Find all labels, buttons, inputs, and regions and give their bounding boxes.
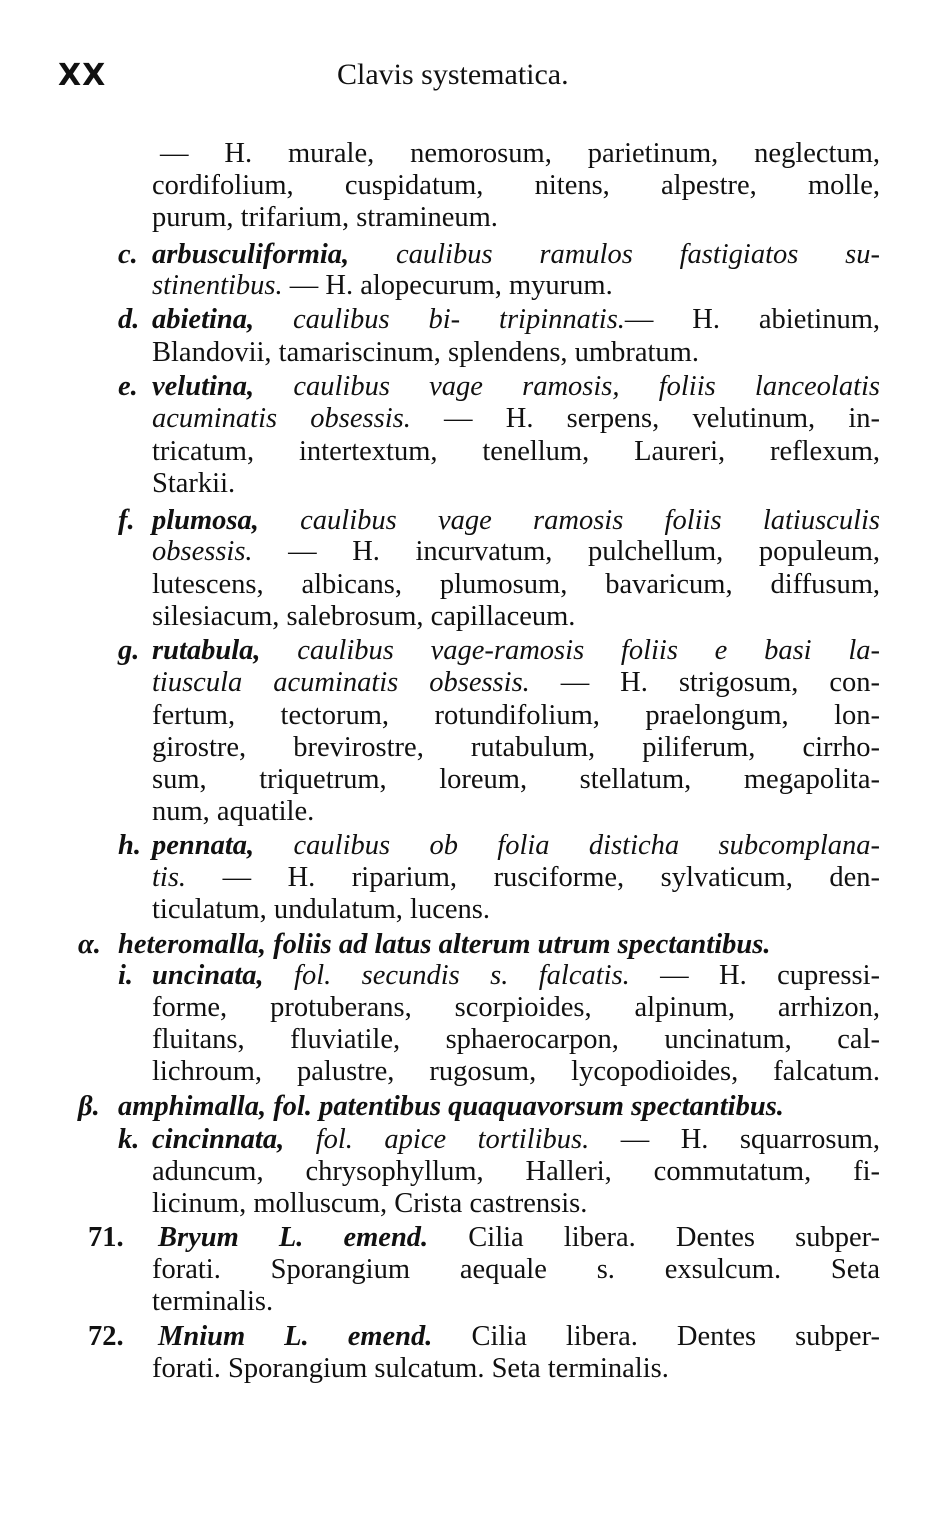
text-line <box>0 796 930 828</box>
section-description: caulibus vage-ramosis foliis e basi la- <box>260 635 880 666</box>
text-line <box>0 468 930 500</box>
line-text <box>152 1188 587 1220</box>
line-text <box>152 1286 273 1318</box>
section-name: arbusculiformia, <box>152 239 350 270</box>
line-text <box>152 569 880 601</box>
section-marker: e. <box>118 371 138 402</box>
line-content: Blandovii, tamariscinum, splendens, umbratum. <box>152 337 699 368</box>
section-marker: d. <box>118 304 140 335</box>
text-line <box>0 1024 930 1056</box>
text-line <box>0 894 930 926</box>
line-content: sum, triquetrum, loreum, stellatum, megapolita- <box>152 764 880 795</box>
section-description: tiuscula acuminatis obsessis. <box>152 667 530 698</box>
section-description: fol. secundis s. falcatis. <box>263 960 630 991</box>
genus-description: Cilia libera. Dentes subper- <box>428 1222 880 1253</box>
line-text <box>118 929 770 961</box>
text-line <box>0 202 930 234</box>
group-marker: β. <box>78 1091 100 1122</box>
text-line <box>0 1056 930 1088</box>
line-text <box>152 960 880 992</box>
text-line <box>0 536 930 568</box>
genus-abbrev: H. <box>224 138 253 169</box>
species-list: — H. incurvatum, pulchellum, populeum, <box>252 536 880 567</box>
line-text <box>152 1124 880 1156</box>
line-text <box>152 732 880 764</box>
line-text <box>152 992 880 1024</box>
line-text <box>152 1056 880 1088</box>
line-content: forati. Sporangium aequale s. exsulcum. Seta <box>152 1254 880 1285</box>
section-marker: i. <box>118 960 134 991</box>
line-content: lutescens, albicans, plumosum, bavaricum, diffusum, <box>152 569 880 600</box>
section-name: abietina, <box>152 304 255 335</box>
line-text <box>152 202 498 234</box>
genus-number: 72. <box>88 1321 124 1352</box>
text-line <box>0 1188 930 1220</box>
text-line <box>0 170 930 202</box>
section-name: cincinnata, <box>152 1124 285 1155</box>
text-line <box>0 1353 930 1385</box>
section-description: acuminatis obsessis. <box>152 403 411 434</box>
text-line <box>0 1091 930 1123</box>
text-line <box>0 1156 930 1188</box>
line-text <box>152 1156 880 1188</box>
line-text <box>152 667 880 699</box>
text-line <box>0 1124 930 1156</box>
line-text <box>152 239 880 271</box>
line-content: lichroum, palustre, rugosum, lycopodioides, falcatum. <box>152 1056 880 1087</box>
text-line <box>0 1321 930 1353</box>
species-list: — H. alopecurum, myurum. <box>282 270 613 301</box>
text-line <box>0 635 930 667</box>
line-text <box>152 764 880 796</box>
text-line <box>0 929 930 961</box>
section-description: tis. <box>152 862 187 893</box>
group-marker: α. <box>78 929 101 960</box>
text-line <box>0 1254 930 1286</box>
section-name: pennata, <box>152 830 255 861</box>
line-text <box>152 436 880 468</box>
line-text <box>152 371 880 403</box>
line-text <box>152 862 880 894</box>
genus-description: Cilia libera. Dentes subper- <box>432 1321 880 1352</box>
line-text <box>152 796 314 828</box>
line-text <box>160 138 880 170</box>
section-description: caulibus vage ramosis foliis latiusculis <box>258 505 880 536</box>
line-text <box>118 1091 784 1123</box>
group-heading: amphimalla, fol. patentibus quaquavorsum spectantibus. <box>118 1091 784 1122</box>
line-text <box>152 700 880 732</box>
section-marker: k. <box>118 1124 140 1155</box>
section-marker: c. <box>118 239 138 270</box>
line-content: forme, protuberans, scorpioides, alpinum, arrhizon, <box>152 992 880 1023</box>
text-line <box>0 862 930 894</box>
line-text <box>152 601 575 633</box>
section-description: fol. apice tortilibus. <box>284 1124 590 1155</box>
group-heading: heteromalla, foliis ad latus alterum utrum spectantibus. <box>118 929 771 960</box>
line-text <box>152 468 235 500</box>
line-text <box>152 536 880 568</box>
species-list: — H. riparium, rusciforme, sylvaticum, den- <box>186 862 880 893</box>
text-line <box>0 960 930 992</box>
text-line <box>0 270 930 302</box>
line-content: purum, trifarium, stramineum. <box>152 202 498 233</box>
text-line <box>0 1222 930 1254</box>
line-text <box>158 1321 880 1353</box>
line-text <box>152 894 490 926</box>
section-description: caulibus ob folia disticha subcomplana- <box>254 830 880 861</box>
line-text <box>152 635 880 667</box>
line-content: Starkii. <box>152 468 236 499</box>
species-list: — H. abietinum, <box>624 304 880 335</box>
line-content: fluitans, fluviatile, sphaerocarpon, uncinatum, cal- <box>152 1024 880 1055</box>
text-line <box>0 732 930 764</box>
line-text <box>152 170 880 202</box>
section-description: stinentibus. <box>152 270 283 301</box>
text-line <box>0 138 930 170</box>
section-marker: h. <box>118 830 141 861</box>
line-content: cordifolium, cuspidatum, nitens, alpestre, molle, <box>152 170 880 201</box>
text-line <box>0 601 930 633</box>
text-line <box>0 764 930 796</box>
section-name: velutina, <box>152 371 255 402</box>
line-content: ticulatum, undulatum, lucens. <box>152 894 490 925</box>
line-content: silesiacum, salebrosum, capillaceum. <box>152 601 576 632</box>
text-line <box>0 1286 930 1318</box>
line-content: terminalis. <box>152 1286 274 1317</box>
page-number: XX <box>58 58 107 93</box>
species-list: — H. cupressi- <box>629 960 880 991</box>
line-text <box>152 1353 669 1385</box>
text-line <box>0 700 930 732</box>
text-line <box>0 992 930 1024</box>
section-name: uncinata, <box>152 960 264 991</box>
line-text <box>152 403 880 435</box>
section-description: caulibus vage ramosis, foliis lanceolatis <box>254 371 880 402</box>
line-content: tricatum, intertextum, tenellum, Laureri, reflexum, <box>152 436 880 467</box>
species-list: murale, nemorosum, parietinum, neglectum, <box>252 138 880 169</box>
line-text <box>158 1222 880 1254</box>
line-content: aduncum, chrysophyllum, Halleri, commutatum, fi- <box>152 1156 880 1187</box>
text-line <box>0 667 930 699</box>
section-description: obsessis. <box>152 536 253 567</box>
line-content: licinum, molluscum, Crista castrensis. <box>152 1188 588 1219</box>
section-marker: f. <box>118 505 135 536</box>
dash: — <box>160 138 225 169</box>
text-line <box>0 569 930 601</box>
line-text <box>152 270 613 302</box>
line-text <box>152 304 880 336</box>
text-line <box>0 239 930 271</box>
line-text <box>152 1024 880 1056</box>
section-description: caulibus bi- tripinnatis. <box>254 304 625 335</box>
section-name: plumosa, <box>152 505 259 536</box>
section-name: rutabula, <box>152 635 261 666</box>
text-line <box>0 371 930 403</box>
text-line <box>0 403 930 435</box>
line-text <box>152 830 880 862</box>
text-line <box>0 436 930 468</box>
text-line <box>0 304 930 336</box>
line-text <box>152 505 880 537</box>
line-content: forati. Sporangium sulcatum. Seta terminalis. <box>152 1353 669 1384</box>
genus-name: Bryum L. emend. <box>158 1222 429 1253</box>
section-marker: g. <box>118 635 140 666</box>
genus-name: Mnium L. emend. <box>158 1321 433 1352</box>
running-title: Clavis systematica. <box>337 58 569 91</box>
species-list: — H. squarrosum, <box>589 1124 880 1155</box>
text-line <box>0 337 930 369</box>
page-header <box>0 58 930 102</box>
genus-number: 71. <box>88 1222 124 1253</box>
line-content: num, aquatile. <box>152 796 315 827</box>
line-text <box>152 337 699 369</box>
line-content: fertum, tectorum, rotundifolium, praelongum, lon- <box>152 700 880 731</box>
line-content: girostre, brevirostre, rutabulum, piliferum, cirrho- <box>152 732 880 763</box>
text-line <box>0 830 930 862</box>
section-description: caulibus ramulos fastigiatos su- <box>349 239 880 270</box>
line-text <box>152 1254 880 1286</box>
species-list: — H. serpens, velutinum, in- <box>410 403 880 434</box>
species-list: — H. strigosum, con- <box>529 667 880 698</box>
text-line <box>0 505 930 537</box>
